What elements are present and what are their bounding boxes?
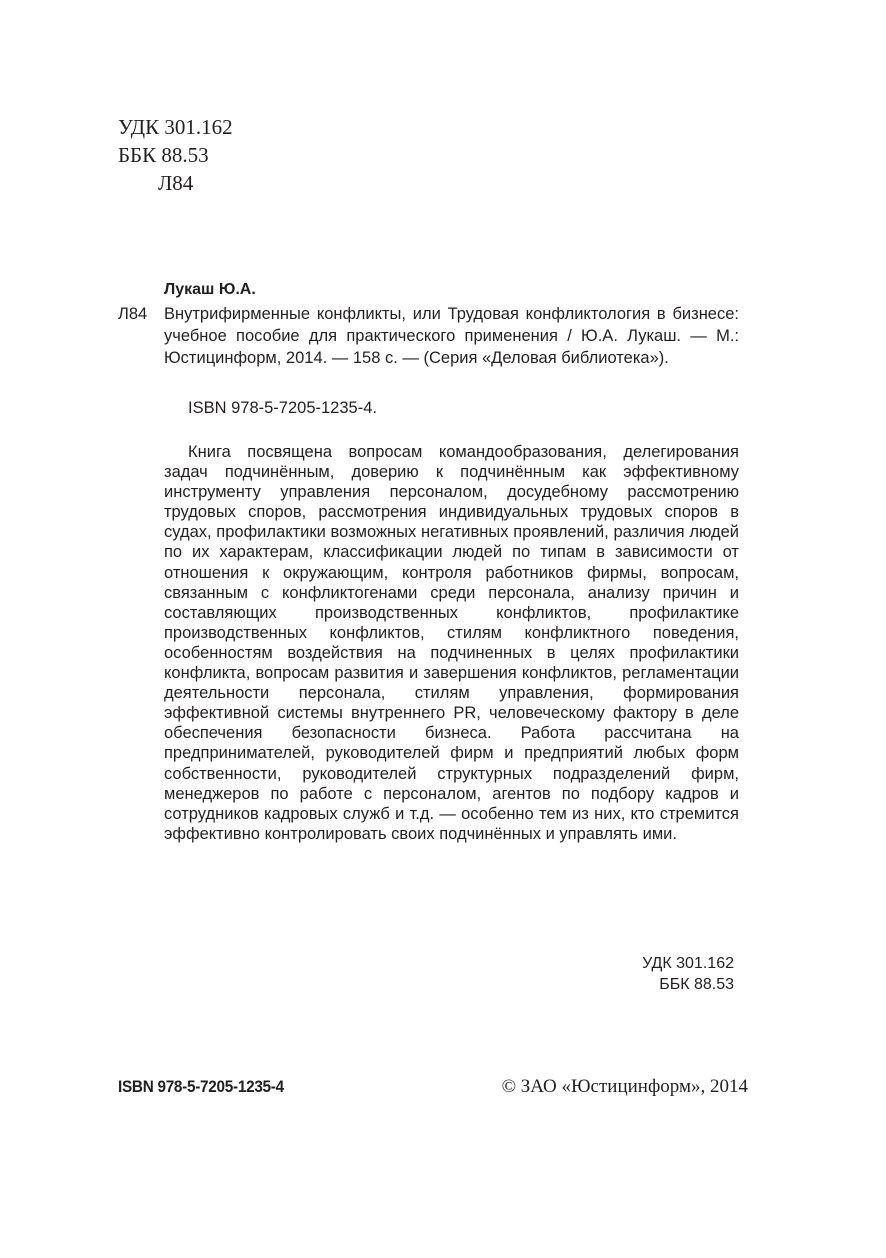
copyright-notice: © ЗАО «Юстицинформ», 2014 bbox=[501, 1076, 748, 1097]
bottom-classification-codes bbox=[642, 954, 734, 995]
bibliographic-description: Внутрифирменные конфликты, или Трудовая конфликтология в бизнесе: учебное пособие для практического применения / Ю.А. Лукаш. — М.: Юстицинформ, 2014. — 158 с. — (Серия «Деловая библиотека»). bbox=[164, 305, 739, 367]
bottom-bbk-code: ББК 88.53 bbox=[659, 975, 734, 993]
bottom-udk-code: УДК 301.162 bbox=[642, 955, 734, 972]
author-sign-code: Л84 bbox=[158, 171, 194, 195]
footer-isbn: ISBN 978-5-7205-1235-4 bbox=[118, 1077, 284, 1096]
udk-code: УДК 301.162 bbox=[118, 115, 233, 139]
annotation-paragraph: Книга посвящена вопросам командообразования, делегирования задач подчинённым, доверию к подчинённым как эффективному инструменту управления персоналом, досудебному рассмотрению трудовых споров, рассмотрения индивидуальных трудовых споров в судах, профилактики возможных негативных проявлений, различия людей по их характерам, классификации людей по типам в зависимости от отношения к окружающим, контроля работников фирмы, вопросам, связанным с конфликтогенами среди персонала, анализу причин и составляющих производственных конфликтов, профилактике производственных конфликтов, стилям конфликтного поведения, особенностям воздействия на подчиненных в целях профилактики конфликта, вопросам развития и завершения конфликтов, регламентации деятельности персонала, стилям управления, формирования эффективной системы внутреннего PR, человеческому фактору в деле обеспечения безопасности бизнеса. Работа рассчитана на предпринимателей, руководителей фирм и предприятий любых форм собственности, руководителей структурных подразделений фирм, менеджеров по работе с персоналом, агентов по подбору кадров и сотрудников кадровых служб и т.д. — особенно тем из них, кто стремится эффективно контролировать своих подчинённых и управлять ими. bbox=[164, 443, 739, 843]
bbk-code: ББК 88.53 bbox=[118, 143, 209, 167]
record-isbn: ISBN 978-5-7205-1235-4. bbox=[188, 399, 377, 417]
top-classification-codes bbox=[118, 113, 233, 197]
author-sign-label: Л84 bbox=[118, 305, 148, 323]
author-name: Лукаш Ю.А. bbox=[164, 281, 256, 298]
